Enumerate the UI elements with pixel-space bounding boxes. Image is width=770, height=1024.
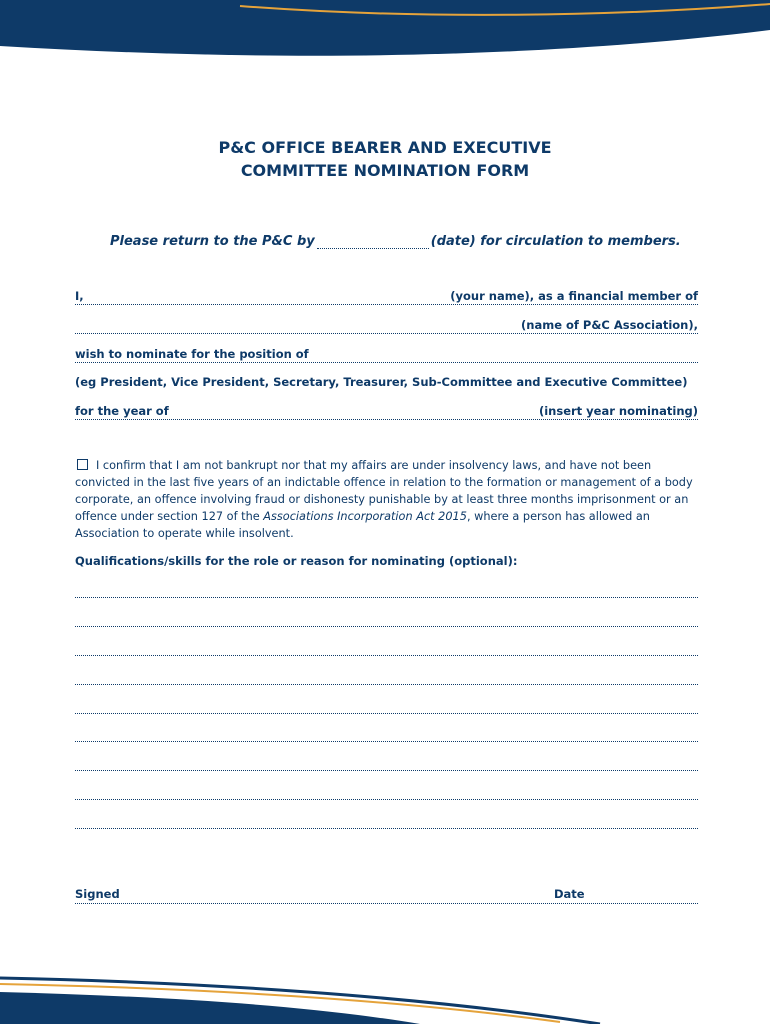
name-prefix: I, [75,289,84,303]
return-date-field[interactable] [317,234,429,249]
position-examples: (eg President, Vice President, Secretary, Treasurer, Sub-Committee and Executive Committee) [75,375,688,389]
form-title-line2: COMMITTEE NOMINATION FORM [240,161,530,180]
your-name-field[interactable] [75,288,698,305]
qualifications-line-7[interactable] [75,770,698,771]
association-suffix: (name of P&C Association), [521,318,698,332]
declaration-text-before: I confirm that I am not bankrupt nor that my affairs are under insolvency laws, and have not been convicted in the last five years of an indictable offence in relation to the formation or management of a body corporate, an offence involving fraud or dishonesty punishable by at least three months imprisonment or an offence under section 127 of the [75,459,693,523]
name-suffix: (your name), as a financial member of [450,289,698,303]
year-label: for the year of [75,404,169,418]
return-notice-suffix: (date) for circulation to members. [430,234,681,249]
qualifications-line-8[interactable] [75,799,698,800]
qualifications-line-4[interactable] [75,684,698,685]
position-field[interactable] [75,346,698,363]
year-suffix: (insert year nominating) [538,404,698,418]
declaration-paragraph [75,457,698,542]
declaration-text-after: , where a person has allowed an Association to operate while insolvent. [75,510,650,540]
act-name: Associations Incorporation Act 2015 [263,510,467,523]
association-name-field[interactable] [75,317,698,334]
qualifications-line-2[interactable] [75,626,698,627]
return-notice-prefix: Please return to the P&C by [110,234,315,249]
qualifications-line-3[interactable] [75,655,698,656]
signature-row[interactable] [75,887,698,904]
form-title [0,136,770,182]
signed-label: Signed [75,887,120,901]
qualifications-line-5[interactable] [75,713,698,714]
return-notice [110,234,681,249]
qualifications-line-6[interactable] [75,741,698,742]
date-label: Date [554,887,585,901]
qualifications-label: Qualifications/skills for the role or reason for nominating (optional): [75,554,518,568]
qualifications-line-9[interactable] [75,828,698,829]
declaration-checkbox[interactable] [77,459,88,470]
form-title-line1: P&C OFFICE BEARER AND EXECUTIVE [218,138,552,157]
year-field[interactable] [75,403,698,420]
bottom-wave-decoration [0,974,770,1024]
position-label: wish to nominate for the position of [75,347,309,361]
top-wave-decoration [0,0,770,70]
qualifications-line-1[interactable] [75,597,698,598]
